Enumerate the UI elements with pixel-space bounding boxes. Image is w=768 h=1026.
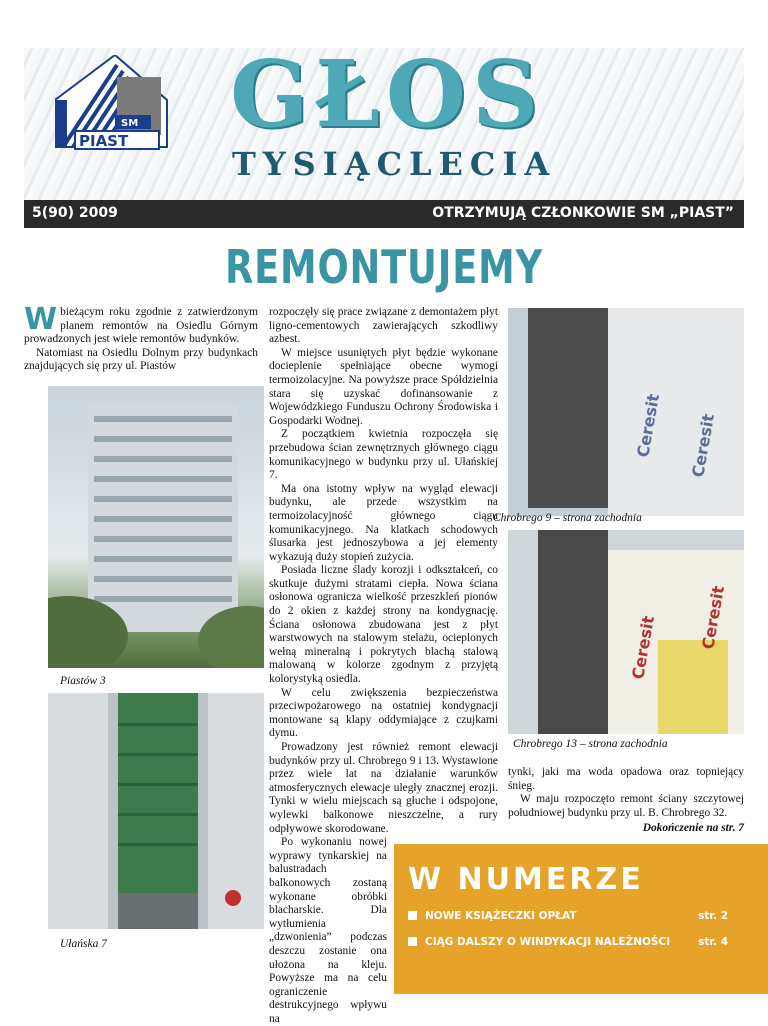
in-this-issue-title: W NUMERZE — [408, 862, 644, 897]
in-issue-item[interactable] — [408, 910, 728, 922]
bullet-square-icon — [408, 911, 417, 920]
article-column-1 — [24, 302, 258, 374]
ceresit-label: Ceresit — [688, 412, 719, 479]
paragraph: W celu zwiększenia bezpieczeństwa przeciwpożarowego na ostatniej kondygnacji montowane są klapy oddymiające z czujkami dymu. — [269, 686, 498, 740]
logo-sm-text: SM — [121, 118, 139, 129]
ceresit-label: Ceresit — [633, 392, 664, 459]
paragraph: rozpoczęły się prace związane z demontażem płyt ligno-cementowych zawierających szkodliwy azbest. — [269, 306, 498, 346]
photo-chrobrego-13 — [508, 530, 744, 734]
paragraph: Prowadzony jest również remont elewacji budynków przy ul. Chrobrego 9 i 13. Wystawione przez wiele lat na działanie warunków atmosferycznych elewacje uległy znacznej erozji. Tynki w wielu miejscach są głuche i odspojone, wylewki balkonowe nieszczelne, a rury odpływowe skorodowane. — [269, 741, 498, 835]
ceresit-label: Ceresit — [698, 584, 729, 651]
paragraph: bieżącym roku zgodnie z zatwierdzonym planem remontów na Osiedlu Górnym prowadzonych jest wiele remontów budynków. — [24, 306, 258, 346]
in-issue-item-label: NOWE KSIĄŻECZKI OPŁAT — [425, 910, 577, 922]
issue-bar — [24, 200, 744, 228]
ceresit-label: Ceresit — [628, 614, 659, 681]
building-illustration — [48, 386, 264, 668]
caption-piastow: Piastów 3 — [60, 675, 106, 687]
continued-note: Dokończenie na str. 7 — [642, 822, 744, 835]
building-illustration — [508, 530, 744, 734]
masthead-title: GŁOS — [230, 40, 545, 148]
in-this-issue-box — [394, 844, 768, 994]
paragraph: W maju rozpoczęto remont ściany szczytowej południowej budynku przy ul. B. Chrobrego 32. — [508, 793, 744, 819]
distribution-note: OTRZYMUJĄ CZŁONKOWIE SM „PIAST” — [432, 205, 734, 221]
piast-logo — [55, 55, 175, 155]
paragraph: W miejsce usuniętych płyt będzie wykonane docieplenie spełniające obecne wymogi termoizolacyjne. Na powyższe prace Spółdzielnia stara się uzyskać dofinansowanie z Wojewódzkiego Funduszu Ochrony Środowiska i Gospodarki Wodnej. — [269, 346, 498, 427]
article-headline: REMONTUJEMY — [224, 240, 544, 294]
caption-ulanska: Ułańska 7 — [60, 938, 107, 950]
paragraph: Posiada liczne ślady korozji i odkształceń, co skutkuje dużymi stratami ciepła. Nowa ściana osłonowa ogranicza wielkość przeszkleń pionów do 2 okien z każdej strony na kondygnację. Ściana osłonowa zbudowana jest z płyt warstwowych na stalowym stelażu, ocieplonych wełną mineralną i pokrytych blachą stalową malowaną w kolorze zgodnym z przyjętą kolorystyką osiedla. — [269, 564, 498, 686]
paragraph: tynki, jaki ma woda opadowa oraz topniejący śnieg. — [508, 766, 744, 792]
photo-ulanska-7 — [48, 693, 264, 929]
paragraph: Ma ona istotny wpływ na wygląd elewacji budynku, ale przede wszystkim na termoizolacyjność głównego ciągu komunikacyjnego. Na klatkach schodowych ślusarka jest jednoszybowa a jej elementy wykazują duży stopień zużycia. — [269, 482, 498, 563]
building-illustration — [508, 308, 744, 516]
masthead-subtitle: TYSIĄCLECIA — [232, 145, 557, 183]
building-illustration — [48, 693, 264, 929]
logo-piast-text: PIAST — [79, 132, 129, 150]
in-issue-item-page: str. 2 — [698, 910, 728, 922]
dropcap: W — [24, 302, 58, 337]
in-issue-item-page: str. 4 — [698, 936, 728, 948]
issue-number: 5(90) 2009 — [32, 205, 118, 221]
photo-piastow-3 — [48, 386, 264, 668]
paragraph: Natomiast na Osiedlu Dolnym przy budynkach znajdujących się przy ul. Piastów — [24, 346, 258, 373]
article-column-3 — [508, 766, 744, 836]
caption-chrobrego-9: Chrobrego 9 – strona zachodnia — [493, 512, 642, 524]
in-issue-item[interactable] — [408, 936, 728, 948]
photo-chrobrego-9 — [508, 308, 744, 516]
in-issue-item-label: CIĄG DALSZY O WINDYKACJI NALEŻNOŚCI — [425, 936, 671, 948]
paragraph: Po wykonaniu nowej wyprawy tynkarskiej na balustradach balkonowych zostaną wykonane obróbki blacharskie. Dla wytłumienia „dzwonienia” podczas deszczu zostanie ona ułożona na kleju. Powyższe ma na celu ograniczenie destrukcyjnego wpływu na — [269, 836, 387, 1025]
caption-chrobrego-13: Chrobrego 13 – strona zachodnia — [513, 738, 668, 750]
bullet-square-icon — [408, 937, 417, 946]
paragraph: Z początkiem kwietnia rozpoczęła się przebudowa ścian zewnętrznych głównego ciągu komunikacyjnego w budynku przy ul. Ułańskiej 7. — [269, 428, 498, 482]
